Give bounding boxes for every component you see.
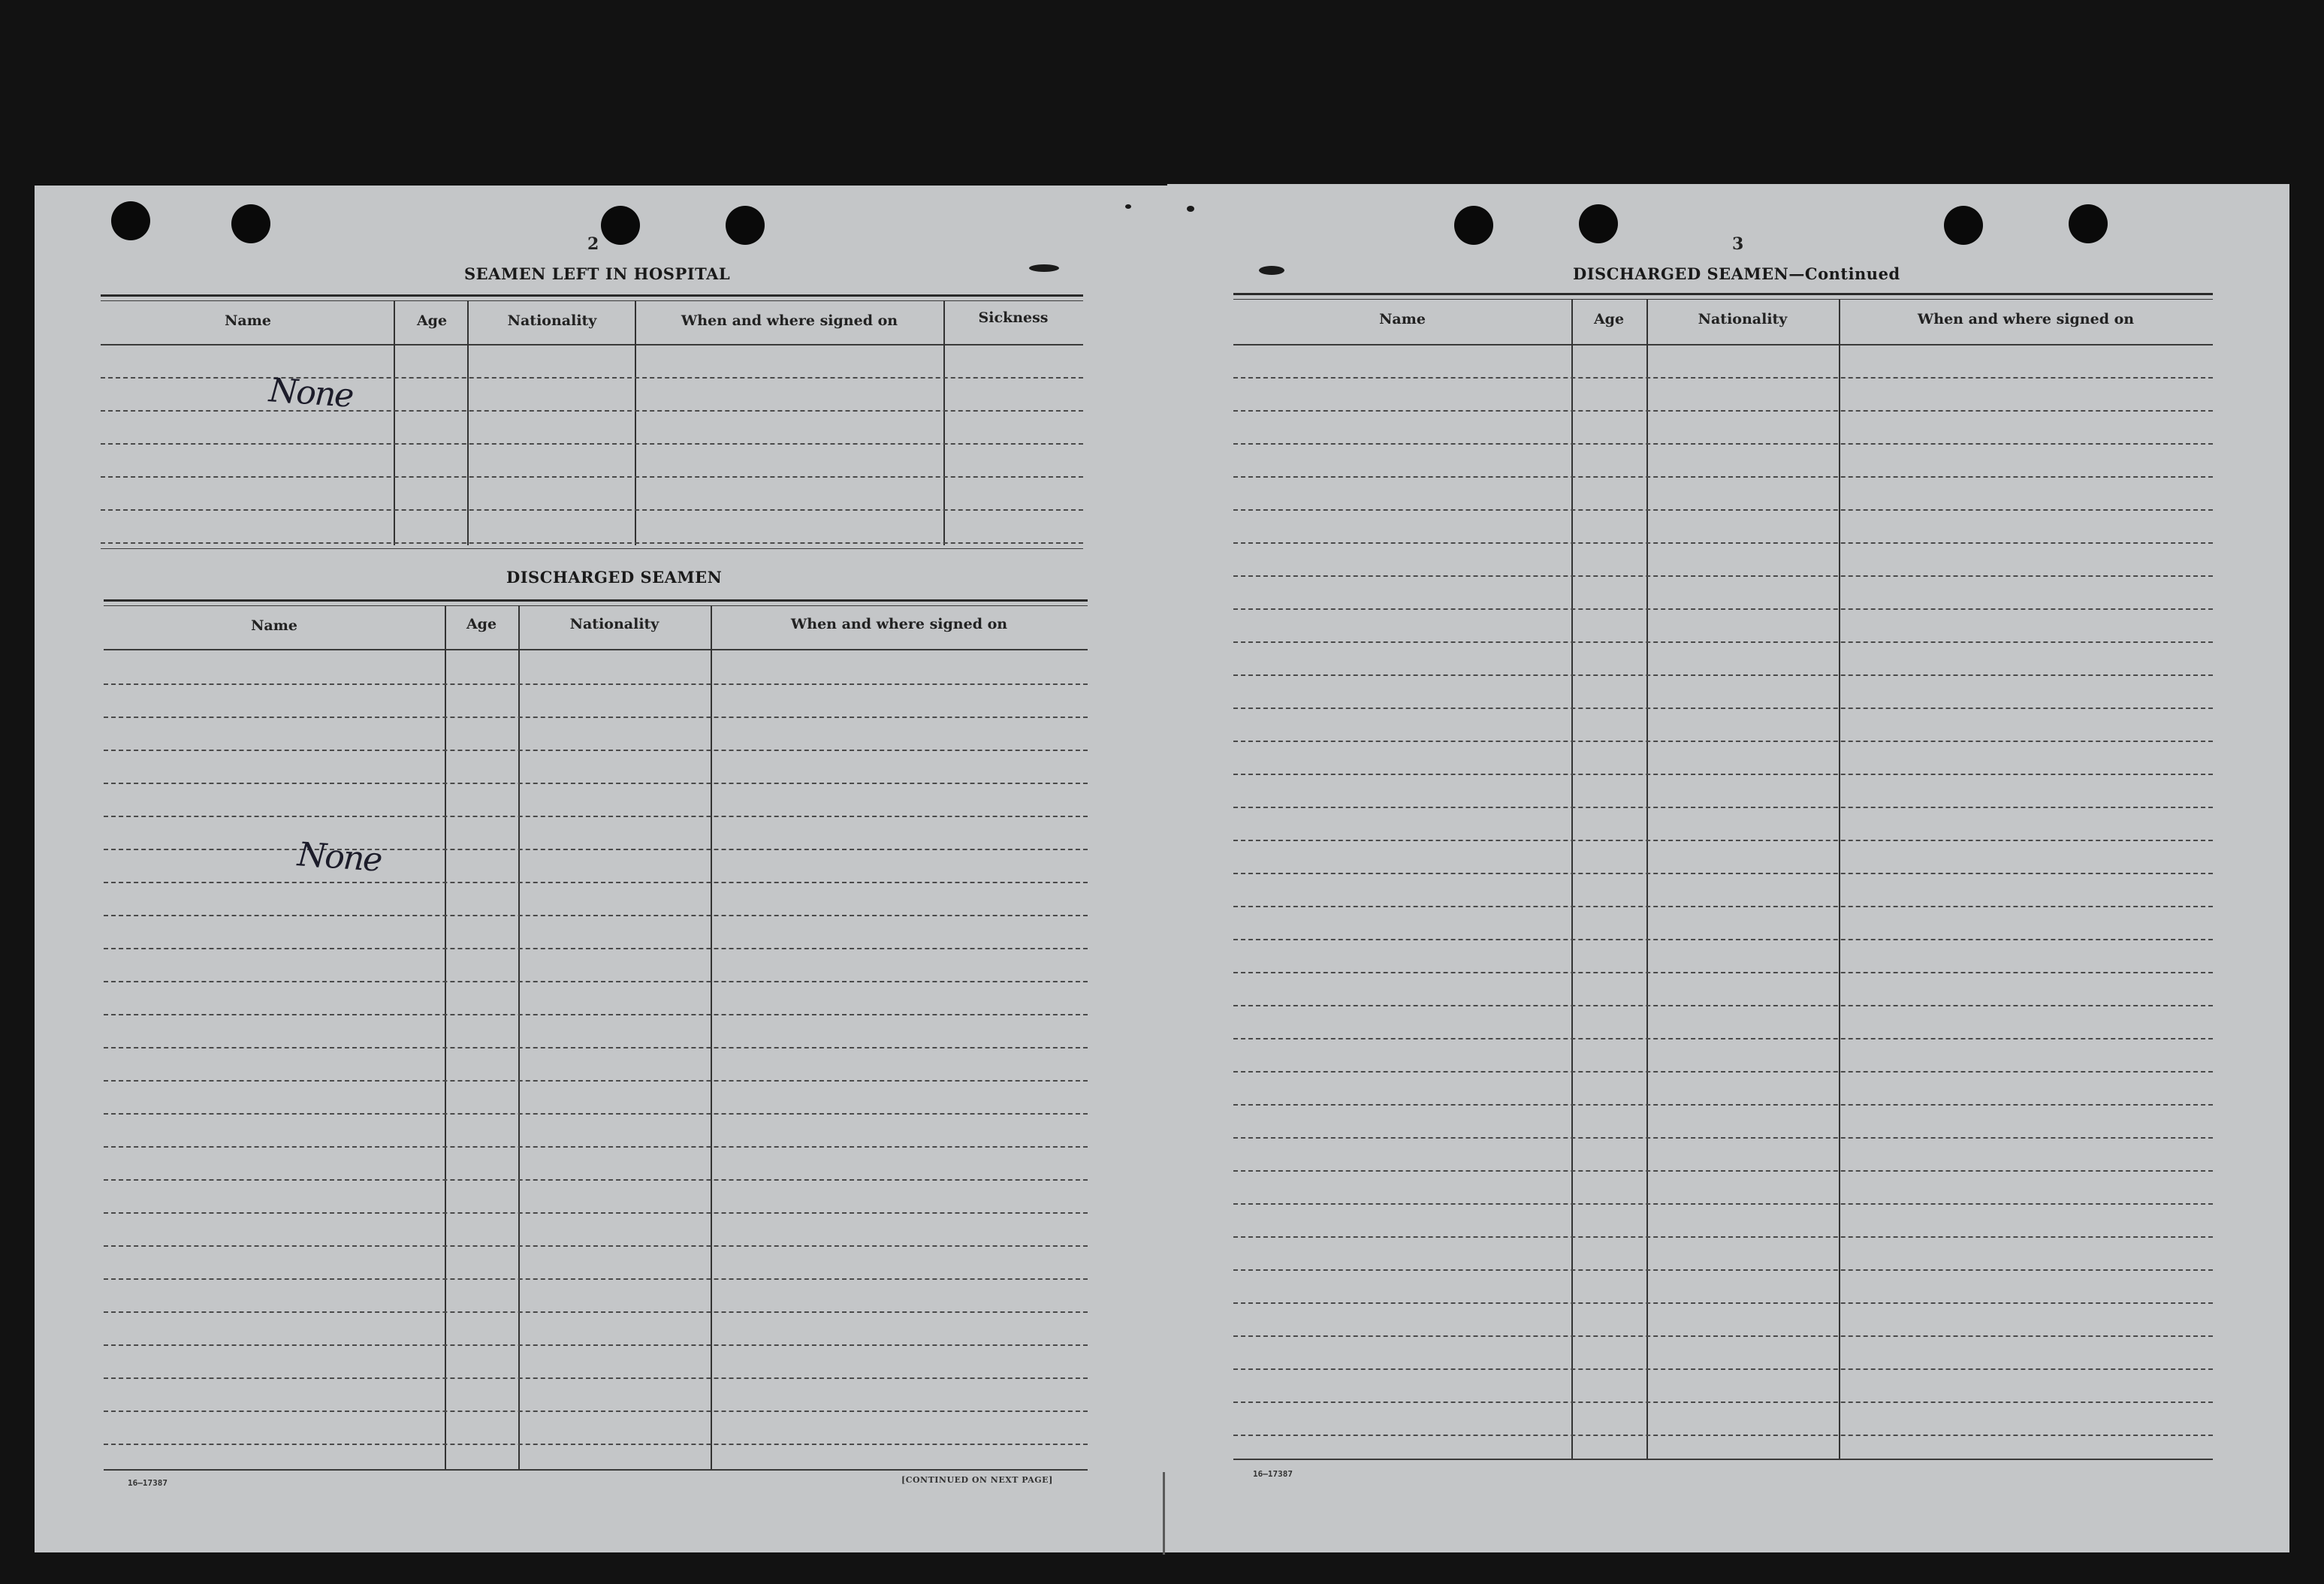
page-number-left: 2: [587, 234, 599, 254]
continued-col-signed-on: When and where signed on: [1917, 311, 2135, 327]
ruled-row-line: [104, 1047, 1088, 1048]
ruled-row-line: [1233, 509, 2213, 511]
ruled-row-line: [1233, 1335, 2213, 1337]
ink-speck: [1125, 204, 1131, 209]
ruled-row-line: [1233, 476, 2213, 478]
form-number-left: 16—17387: [128, 1478, 168, 1488]
ruled-row-line: [104, 1245, 1088, 1247]
discharged-entry-none: None: [296, 835, 383, 879]
ruled-row-line: [1233, 641, 2213, 643]
ruled-row-line: [104, 1311, 1088, 1313]
ruled-row-line: [1233, 840, 2213, 841]
continued-table-bottom-rule: [1233, 1459, 2213, 1460]
ruled-row-line: [104, 816, 1088, 817]
ruled-row-line: [1233, 1005, 2213, 1006]
ruled-row-line: [104, 882, 1088, 883]
ruled-row-line: [104, 981, 1088, 982]
ruled-row-line: [1233, 608, 2213, 610]
hospital-col-sickness: Sickness: [978, 309, 1049, 326]
page-fold: [1163, 1472, 1165, 1555]
page-number-right: 3: [1732, 234, 1744, 254]
ruled-row-line: [104, 750, 1088, 751]
discharged-section-title: DISCHARGED SEAMEN: [506, 568, 723, 587]
continued-col-divider: [1839, 299, 1840, 1460]
left-page: [35, 186, 1167, 1552]
ruled-row-line: [1233, 575, 2213, 577]
hospital-col-name: Name: [225, 312, 271, 329]
right-page: [1167, 184, 2289, 1552]
ruled-row-line: [1233, 906, 2213, 907]
hospital-row-line: [101, 509, 1083, 511]
ruled-row-line: [1233, 410, 2213, 412]
ruled-row-line: [104, 1344, 1088, 1346]
hospital-table-top-rule: [101, 294, 1083, 297]
punch-hole: [1579, 204, 1618, 243]
ruled-row-line: [104, 1377, 1088, 1379]
discharged-col-name: Name: [251, 617, 297, 634]
ruled-row-line: [1233, 1435, 2213, 1436]
ruled-row-line: [1233, 1203, 2213, 1205]
hospital-row-line: [101, 476, 1083, 478]
ruled-row-line: [104, 849, 1088, 850]
ruled-row-line: [104, 1113, 1088, 1115]
ruled-row-line: [104, 783, 1088, 784]
discharged-col-divider: [445, 605, 446, 1471]
ruled-row-line: [104, 683, 1088, 685]
hospital-col-age: Age: [416, 312, 448, 329]
discharged-col-divider: [518, 605, 520, 1471]
hospital-table-bottom-rule: [101, 548, 1083, 549]
ruled-row-line: [1233, 377, 2213, 379]
discharged-table-bottom-rule: [104, 1469, 1088, 1471]
punch-hole: [1944, 206, 1983, 245]
discharged-table-top-rule: [104, 599, 1088, 602]
ruled-row-line: [104, 717, 1088, 718]
ruled-row-line: [104, 1146, 1088, 1148]
punch-hole: [2069, 204, 2108, 243]
ruled-row-line: [1233, 1368, 2213, 1370]
discharged-col-divider: [711, 605, 712, 1471]
ruled-row-line: [104, 1080, 1088, 1082]
ruled-row-line: [1233, 708, 2213, 709]
discharged-header-rule: [104, 649, 1088, 650]
discharged-col-nationality: Nationality: [569, 616, 659, 632]
ink-speck: [1029, 264, 1059, 272]
hospital-row-line: [101, 410, 1083, 412]
punch-hole: [1454, 206, 1493, 245]
discharged-col-age: Age: [466, 616, 497, 632]
hospital-section-title: SEAMEN LEFT IN HOSPITAL: [464, 264, 731, 283]
continued-col-divider: [1571, 299, 1573, 1460]
ruled-row-line: [104, 1411, 1088, 1412]
continued-table-top-rule: [1233, 293, 2213, 295]
discharged-continued-title: DISCHARGED SEAMEN—Continued: [1573, 264, 1900, 283]
continued-col-divider: [1646, 299, 1648, 1460]
continued-footnote: [CONTINUED ON NEXT PAGE]: [901, 1475, 1053, 1485]
ruled-row-line: [1233, 542, 2213, 544]
discharged-table-top-rule-thin: [104, 605, 1088, 606]
ruled-row-line: [1233, 1071, 2213, 1073]
hospital-row-line: [101, 377, 1083, 379]
form-number-right: 16—17387: [1253, 1469, 1293, 1479]
ruled-row-line: [1233, 807, 2213, 808]
ink-speck: [1187, 206, 1194, 212]
continued-header-rule: [1233, 344, 2213, 345]
ruled-row-line: [1233, 1401, 2213, 1403]
ruled-row-line: [1233, 1104, 2213, 1106]
ruled-row-line: [104, 1278, 1088, 1280]
punch-hole: [726, 206, 765, 245]
ruled-row-line: [104, 1212, 1088, 1214]
ruled-row-line: [104, 915, 1088, 916]
ruled-row-line: [1233, 939, 2213, 940]
ruled-row-line: [104, 1014, 1088, 1015]
hospital-row-line: [101, 542, 1083, 544]
continued-col-name: Name: [1379, 311, 1426, 327]
ruled-row-line: [1233, 1170, 2213, 1172]
continued-table-top-rule-thin: [1233, 299, 2213, 300]
hospital-header-rule: [101, 344, 1083, 345]
hospital-col-nationality: Nationality: [507, 312, 597, 329]
ruled-row-line: [1233, 774, 2213, 775]
ruled-row-line: [1233, 1269, 2213, 1271]
ink-speck: [1259, 266, 1284, 275]
ruled-row-line: [1233, 674, 2213, 676]
continued-col-age: Age: [1593, 311, 1625, 327]
ruled-row-line: [1233, 443, 2213, 445]
ruled-row-line: [104, 948, 1088, 949]
continued-col-nationality: Nationality: [1698, 311, 1788, 327]
ruled-row-line: [104, 1444, 1088, 1445]
hospital-row-line: [101, 443, 1083, 445]
ruled-row-line: [1233, 741, 2213, 742]
hospital-table-top-rule-thin: [101, 300, 1083, 301]
ruled-row-line: [1233, 972, 2213, 973]
punch-hole: [231, 204, 270, 243]
ruled-row-line: [1233, 1302, 2213, 1304]
ruled-row-line: [1233, 1137, 2213, 1139]
punch-hole: [601, 206, 640, 245]
discharged-col-signed-on: When and where signed on: [790, 616, 1008, 632]
hospital-col-signed-on: When and where signed on: [681, 312, 898, 329]
ruled-row-line: [1233, 1038, 2213, 1039]
ruled-row-line: [1233, 873, 2213, 874]
hospital-entry-none: None: [267, 371, 355, 415]
ruled-row-line: [104, 1179, 1088, 1181]
punch-hole: [111, 201, 150, 240]
ruled-row-line: [1233, 1236, 2213, 1238]
